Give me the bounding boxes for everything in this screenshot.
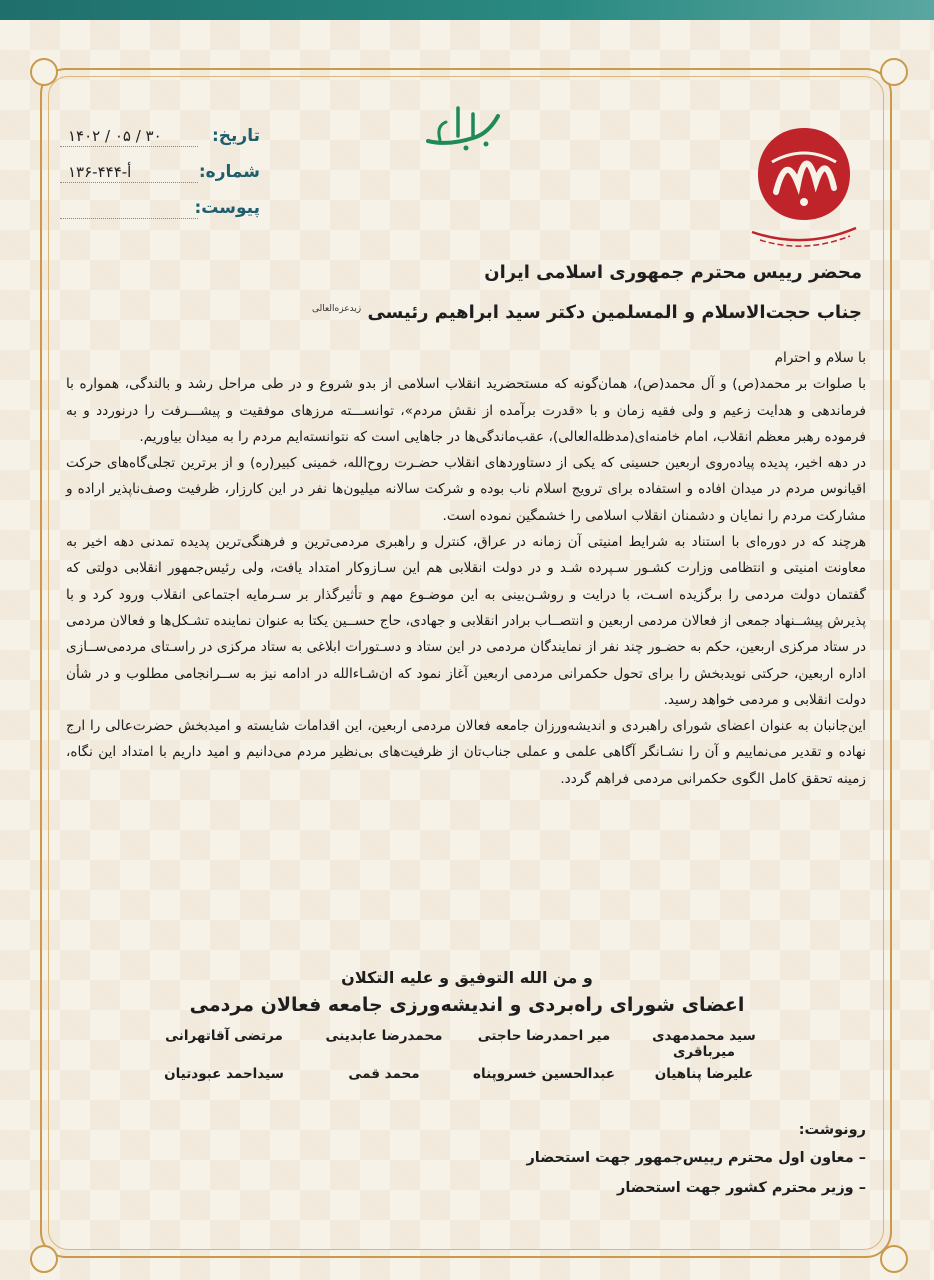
addressee-line2: جناب حجت‌الاسلام و المسلمین دکتر سید ابراهیم رئیسی [367, 302, 862, 323]
date-value: ۱۴۰۲ / ۰۵ / ۳۰ [60, 126, 198, 147]
letter-body [66, 345, 866, 792]
council-title: اعضای شورای راه‌بردی و اندیشه‌ورزی جامعه فعالان مردمی [189, 994, 745, 1016]
greeting: با سلام و احترام [774, 350, 866, 366]
number-value: ۱۳۶-۴۴۴-أ [60, 162, 198, 183]
attachment-row [60, 190, 260, 226]
paragraph-4: این‌جانبان به عنوان اعضای شورای راهبردی و اندیشه‌ورزان جامعه فعالان مردمی اربعین، این اقدامات شایسته و امیدبخش حضرت‌عالی را ارج نهاده و تقدیر می‌نماییم و آن را نشـانگر آگاهی علمی و عملی جناب‌تان از ظرفیت‌های بی‌نظیر مردم می‌دانیم و امید داریم با امتداد این نگاه، زمینه تحقق کامل الگوی حکمرانی مردمی فراهم گردد. [66, 718, 866, 787]
signatory-name: محمدرضا عابدینی [325, 1028, 443, 1044]
attachment-label: پیوست: [194, 198, 260, 218]
paragraph-3: هرچند که در دوره‌ای با استناد به شرایط امنیتی آن زمانه در عراق، کنترل و راهبری مردمی‌ترین و فرهنگی‌ترین پدیده تمدنی دهه اخیر به معاونت امنیتی و انتظامی وزارت کشـور سـپرده شـد و در دولت انقلابی هم این سـازوکار امتداد یافت، ولی رئیس‌جمهور انقلابی دولتی که گفتمان دولت مردمی را برگزیده اسـت، با درایت و روشـن‌بینی به این موضـوع مهم و تأثیرگذار بر سـرمایه اجتماعی انقلاب ورود کرد و با پذیرش پیشــنهاد جمعی از فعالان مردمی اربعین و انتصــاب برادر انقلابی و جهادی، حاج حســین یکتا به عنوان نماینده تشـکل‌ها و فعالان مردمی در ستاد مرکزی اربعین، حکم به حضـور چند نفر از نمایندگان مردمی در این ستاد و دسـتورات ابلاغی به ستاد مرکزی در راسـتای مردمی‌ســازی اداره اربعین، حرکتی نویدبخش را برای تحول حکمرانی مردمی اربعین آغاز نمود که ان‌شـاءالله در ادامه نیز به ســرانجامی مطلوب و در شأن دولت انقلابی و مردمی خواهد رسید. [66, 534, 866, 708]
signatory-name: عبدالحسین خسروپناه [473, 1066, 615, 1082]
attachment-value [60, 198, 198, 219]
date-label: تاریخ: [212, 126, 260, 146]
closing-line: و من الله التوفیق و علیه التکلان [341, 968, 593, 987]
letter-meta [60, 118, 260, 226]
paragraph-2: در دهه اخیر، پدیده پیاده‌روی اربعین حسینی که یکی از دستاوردهای انقلاب حضـرت روح‌الله، خمینی کبیر(ره) و از برترین تجلی‌گاه‌های حرکت اقیانوس مردم در میدان افاده و استفاده برای ترویج اسلام ناب بوده و شرکت سالانه میلیون‌ها نفر در این کارزار، ظرفیت وصف‌ناپذیر اراده و مشارکت مردم را نمایان و دشمنان انقلاب اسلامی را خشمگین نموده است. [66, 455, 866, 524]
honorific: زیدعزه‌العالی [311, 304, 362, 314]
cc-title: رونوشت: [798, 1122, 866, 1138]
paragraph-1: با صلوات بر محمد(ص) و آل محمد(ص)، همان‌گونه که مستحضرید انقلاب اسلامی از بدو شروع و در طی مراحل رشد و بالندگی، همواره با فرماندهی و هدایت زعیم و ولی فقیه زمان و با «قدرت برآمده از نقش مردم»، توانســـته مرزهای موفقیت و پیشـــرفت را درنوردد و به فرموده رهبر معظم انقلاب، امام خامنه‌ای(مدظله‌العالی)، عقب‌ماندگی‌ها در جاهایی است که نتوانسته‌ایم مردم را به میدان بیاوریم. [66, 376, 866, 445]
arbaeen-logo [746, 122, 862, 248]
addressee-block [62, 262, 862, 324]
signatory-name: سیداحمد عبودتیان [164, 1066, 284, 1082]
addressee-line2-wrap [62, 298, 862, 324]
signatory-name: میر احمدرضا حاجتی [477, 1028, 611, 1044]
signatory-name: محمد قمی [348, 1066, 420, 1082]
cc-item: – وزیر محترم کشور جهت استحضار [617, 1180, 866, 1196]
cc-item: – معاون اول محترم رییس‌جمهور جهت استحضار [526, 1150, 866, 1166]
signatories [144, 1028, 784, 1082]
date-row [60, 118, 260, 154]
signatory-name: سید محمدمهدی میرباقری [652, 1028, 756, 1060]
carbon-copy [466, 1122, 866, 1210]
number-row [60, 154, 260, 190]
signatory-name: علیرضا پناهیان [654, 1066, 754, 1082]
basmala-calligraphy [418, 96, 508, 156]
number-label: شماره: [198, 162, 260, 182]
signatory-name: مرتضی آقاتهرانی [165, 1028, 283, 1044]
addressee-line1: محضر رییس محترم جمهوری اسلامی ایران [484, 262, 862, 283]
